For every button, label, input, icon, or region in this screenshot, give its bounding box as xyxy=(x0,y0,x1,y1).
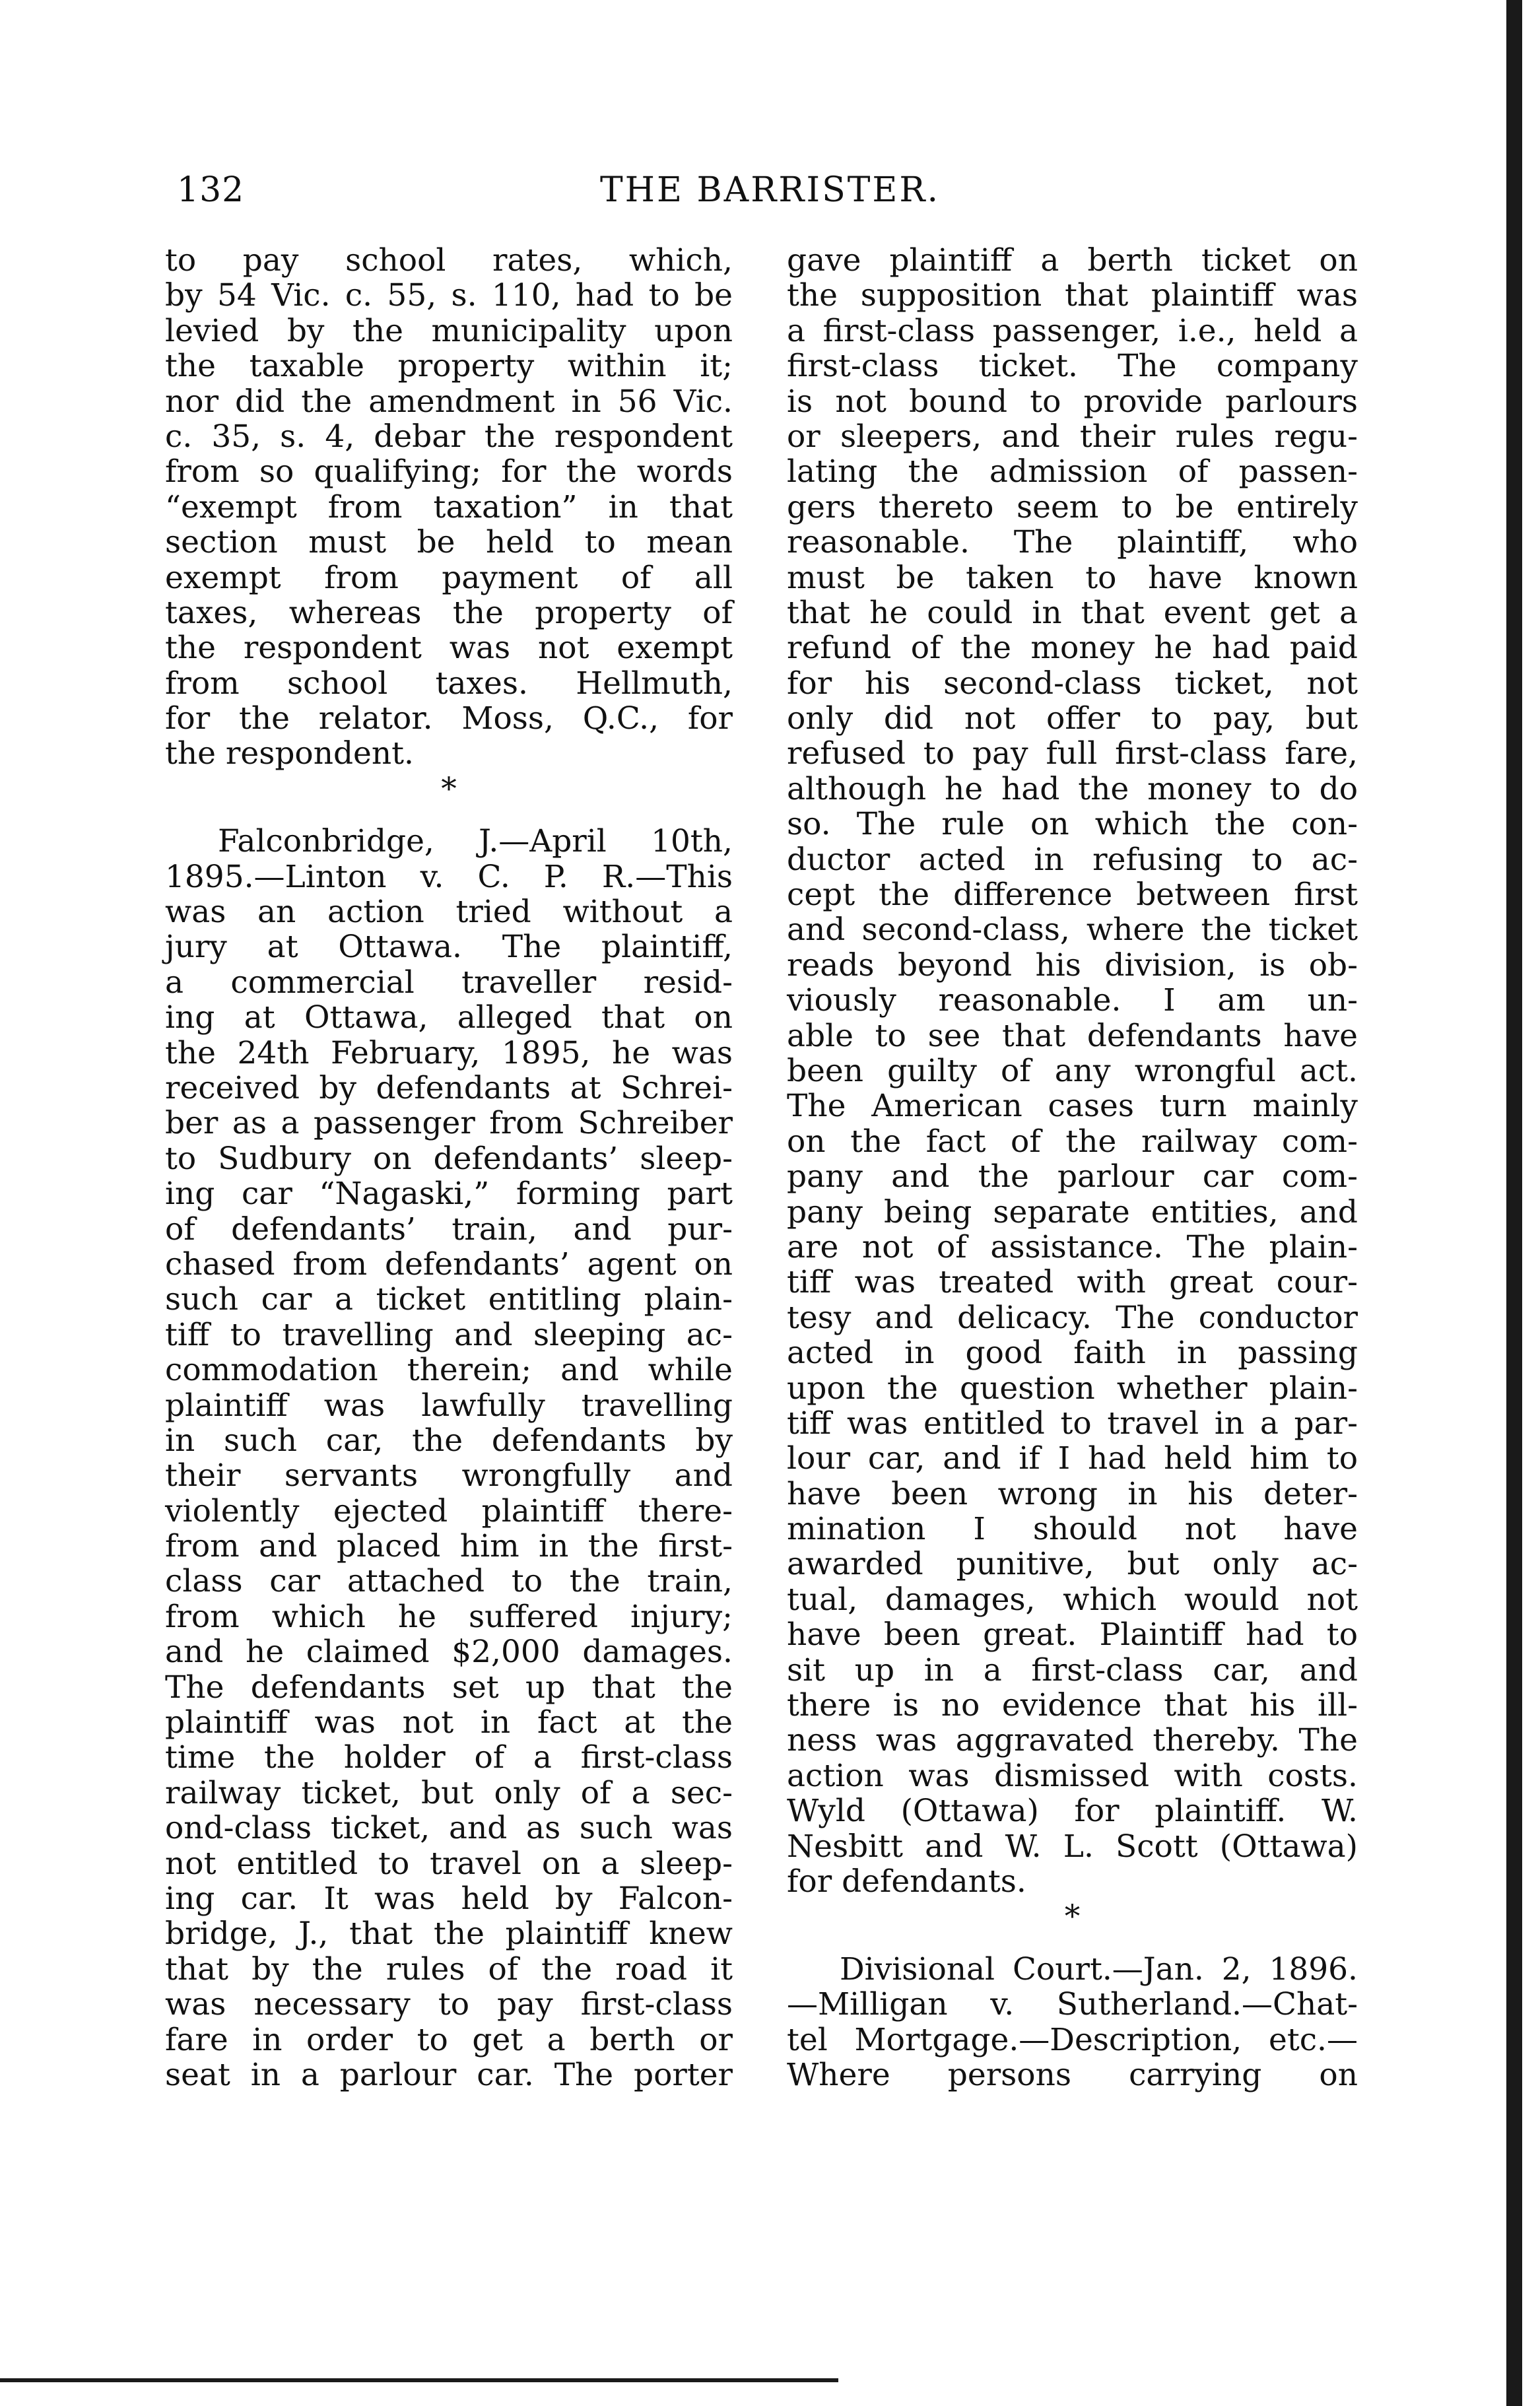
text-line: taxes, whereas the property of xyxy=(165,594,733,631)
text-line: ness was aggravated thereby. The xyxy=(787,1722,1358,1759)
text-line: acted in good faith in passing xyxy=(787,1335,1358,1372)
text-line: the taxable property within it; xyxy=(165,348,733,385)
text-line: the 24th February, 1895, he was xyxy=(165,1034,733,1071)
text-line: lating the admission of passen- xyxy=(787,453,1358,490)
text-line: must be taken to have known xyxy=(787,559,1358,596)
text-line: received by defendants at Schrei- xyxy=(165,1069,733,1106)
text-line: for the relator. Moss, Q.C., for xyxy=(165,700,733,737)
text-line: fare in order to get a berth or xyxy=(165,2021,733,2058)
text-line: the respondent. xyxy=(165,735,414,772)
text-line: The American cases turn mainly xyxy=(787,1088,1358,1125)
text-line: gave plaintiff a berth ticket on xyxy=(787,242,1358,279)
text-line: time the holder of a first-class xyxy=(165,1739,733,1776)
text-line: plaintiff was lawfully travelling xyxy=(165,1387,733,1424)
text-line: upon the question whether plain- xyxy=(787,1370,1358,1407)
page-number: 132 xyxy=(177,170,245,210)
text-line: by 54 Vic. c. 55, s. 110, had to be xyxy=(165,277,733,314)
text-line: tual, damages, which would not xyxy=(787,1581,1358,1618)
text-line: sit up in a first-class car, and xyxy=(787,1652,1358,1688)
text-line: gers thereto seem to be entirely xyxy=(787,488,1358,525)
text-line: pany being separate entities, and xyxy=(787,1193,1358,1230)
text-line: although he had the money to do xyxy=(787,770,1358,807)
text-line: exempt from payment of all xyxy=(165,559,733,596)
text-line: to pay school rates, which, xyxy=(165,242,733,279)
text-line: nor did the amendment in 56 Vic. xyxy=(165,383,733,420)
running-head: THE BARRISTER. xyxy=(599,170,941,210)
text-line: cept the difference between first xyxy=(787,877,1358,914)
text-line: the respondent was not exempt xyxy=(165,630,733,667)
text-line: to Sudbury on defendants’ sleep- xyxy=(165,1140,733,1177)
paragraph-gap xyxy=(165,807,733,824)
text-line: ber as a passenger from Schreiber xyxy=(165,1105,733,1142)
text-line: or sleepers, and their rules regu- xyxy=(787,418,1358,455)
text-line: —Milligan v. Sutherland.—Chat- xyxy=(787,1986,1358,2023)
text-line: their servants wrongfully and xyxy=(165,1457,733,1494)
text-line: Falconbridge, J.—April 10th, xyxy=(218,823,733,860)
text-line: refused to pay full first-class fare, xyxy=(787,735,1358,772)
text-line: violently ejected plaintiff there- xyxy=(165,1492,733,1529)
text-line: tesy and delicacy. The conductor xyxy=(787,1299,1358,1336)
text-line: ing car. It was held by Falcon- xyxy=(165,1880,733,1917)
text-line: a commercial traveller resid- xyxy=(165,964,733,1001)
text-line: that by the rules of the road it xyxy=(165,1951,733,1988)
scan-edge-rule xyxy=(1506,0,1522,2406)
text-line: railway ticket, but only of a sec- xyxy=(165,1774,733,1811)
right-column xyxy=(787,243,1358,2092)
text-line: and he claimed $2,000 damages. xyxy=(165,1634,733,1671)
text-line: seat in a parlour car. The porter xyxy=(165,2056,733,2093)
text-line: is not bound to provide parlours xyxy=(787,383,1358,420)
text-line: tiff was treated with great cour- xyxy=(787,1264,1358,1301)
text-line: awarded punitive, but only ac- xyxy=(787,1546,1358,1583)
text-line: commodation therein; and while xyxy=(165,1352,733,1389)
text-line: lour car, and if I had held him to xyxy=(787,1440,1358,1477)
text-line: levied by the municipality upon xyxy=(165,312,733,349)
text-line: the supposition that plaintiff was xyxy=(787,277,1358,314)
text-line: reads beyond his division, is ob- xyxy=(787,947,1358,984)
text-line: from which he suffered injury; xyxy=(165,1598,733,1635)
text-line: tiff was entitled to travel in a par- xyxy=(787,1405,1358,1442)
text-line: plaintiff was not in fact at the xyxy=(165,1704,733,1741)
text-line: been guilty of any wrongful act. xyxy=(787,1052,1358,1089)
text-line: have been great. Plaintiff had to xyxy=(787,1617,1358,1654)
text-line: c. 35, s. 4, debar the respondent xyxy=(165,418,733,455)
text-line: chased from defendants’ agent on xyxy=(165,1246,733,1283)
text-line: a first-class passenger, i.e., held a xyxy=(787,312,1358,349)
text-line: for defendants. xyxy=(787,1863,1026,1900)
text-line: ing car “Nagaski,” forming part xyxy=(165,1176,733,1213)
text-line: Nesbitt and W. L. Scott (Ottawa) xyxy=(787,1828,1358,1865)
text-line: tiff to travelling and sleeping ac- xyxy=(165,1316,733,1353)
text-line: from so qualifying; for the words xyxy=(165,453,733,490)
text-line: only did not offer to pay, but xyxy=(787,700,1358,737)
text-line: Where persons carrying on xyxy=(787,2056,1358,2093)
text-line: in such car, the defendants by xyxy=(165,1422,733,1459)
text-line: was necessary to pay first-class xyxy=(165,1986,733,2023)
text-line: section must be held to mean xyxy=(165,524,733,561)
text-line: “exempt from taxation” in that xyxy=(165,488,733,525)
text-line: from school taxes. Hellmuth, xyxy=(165,665,733,702)
left-column xyxy=(165,243,733,2092)
text-line: such car a ticket entitling plain- xyxy=(165,1281,733,1318)
text-line: mination I should not have xyxy=(787,1511,1358,1548)
bottom-rule xyxy=(0,2378,838,2382)
text-line: first-class ticket. The company xyxy=(787,348,1358,385)
text-line: there is no evidence that his ill- xyxy=(787,1687,1358,1724)
text-line: tel Mortgage.—Description, etc.— xyxy=(787,2021,1358,2058)
text-line: jury at Ottawa. The plaintiff, xyxy=(165,929,733,966)
text-line: was an action tried without a xyxy=(165,894,733,931)
text-line: and second-class, where the ticket xyxy=(787,912,1358,949)
text-line: so. The rule on which the con- xyxy=(787,806,1358,843)
text-line: reasonable. The plaintiff, who xyxy=(787,524,1358,561)
text-line: action was dismissed with costs. xyxy=(787,1757,1358,1794)
paragraph-gap xyxy=(787,1935,1358,1952)
text-line: from and placed him in the first- xyxy=(165,1528,733,1565)
text-line: are not of assistance. The plain- xyxy=(787,1228,1358,1265)
text-line: ductor acted in refusing to ac- xyxy=(787,841,1358,878)
text-line: Wyld (Ottawa) for plaintiff. W. xyxy=(787,1793,1358,1830)
text-line: able to see that defendants have xyxy=(787,1017,1358,1054)
text-line: viously reasonable. I am un- xyxy=(787,982,1358,1019)
text-line: on the fact of the railway com- xyxy=(787,1123,1358,1160)
text-line: bridge, J., that the plaintiff knew xyxy=(165,1916,733,1953)
text-line: class car attached to the train, xyxy=(165,1563,733,1600)
text-line: ond-class ticket, and as such was xyxy=(165,1810,733,1847)
text-line: The defendants set up that the xyxy=(165,1669,733,1706)
text-line: for his second-class ticket, not xyxy=(787,665,1358,702)
text-line: have been wrong in his deter- xyxy=(787,1475,1358,1512)
text-line: of defendants’ train, and pur- xyxy=(165,1211,733,1248)
section-separator: * xyxy=(441,770,457,807)
text-line: 1895.—Linton v. C. P. R.—This xyxy=(165,858,733,895)
section-separator: * xyxy=(1064,1898,1081,1935)
text-line: not entitled to travel on a sleep- xyxy=(165,1845,733,1882)
text-line: that he could in that event get a xyxy=(787,594,1358,631)
text-line: Divisional Court.—Jan. 2, 1896. xyxy=(840,1951,1358,1988)
text-line: refund of the money he had paid xyxy=(787,630,1358,667)
text-line: ing at Ottawa, alleged that on xyxy=(165,999,733,1036)
text-line: pany and the parlour car com- xyxy=(787,1158,1358,1195)
